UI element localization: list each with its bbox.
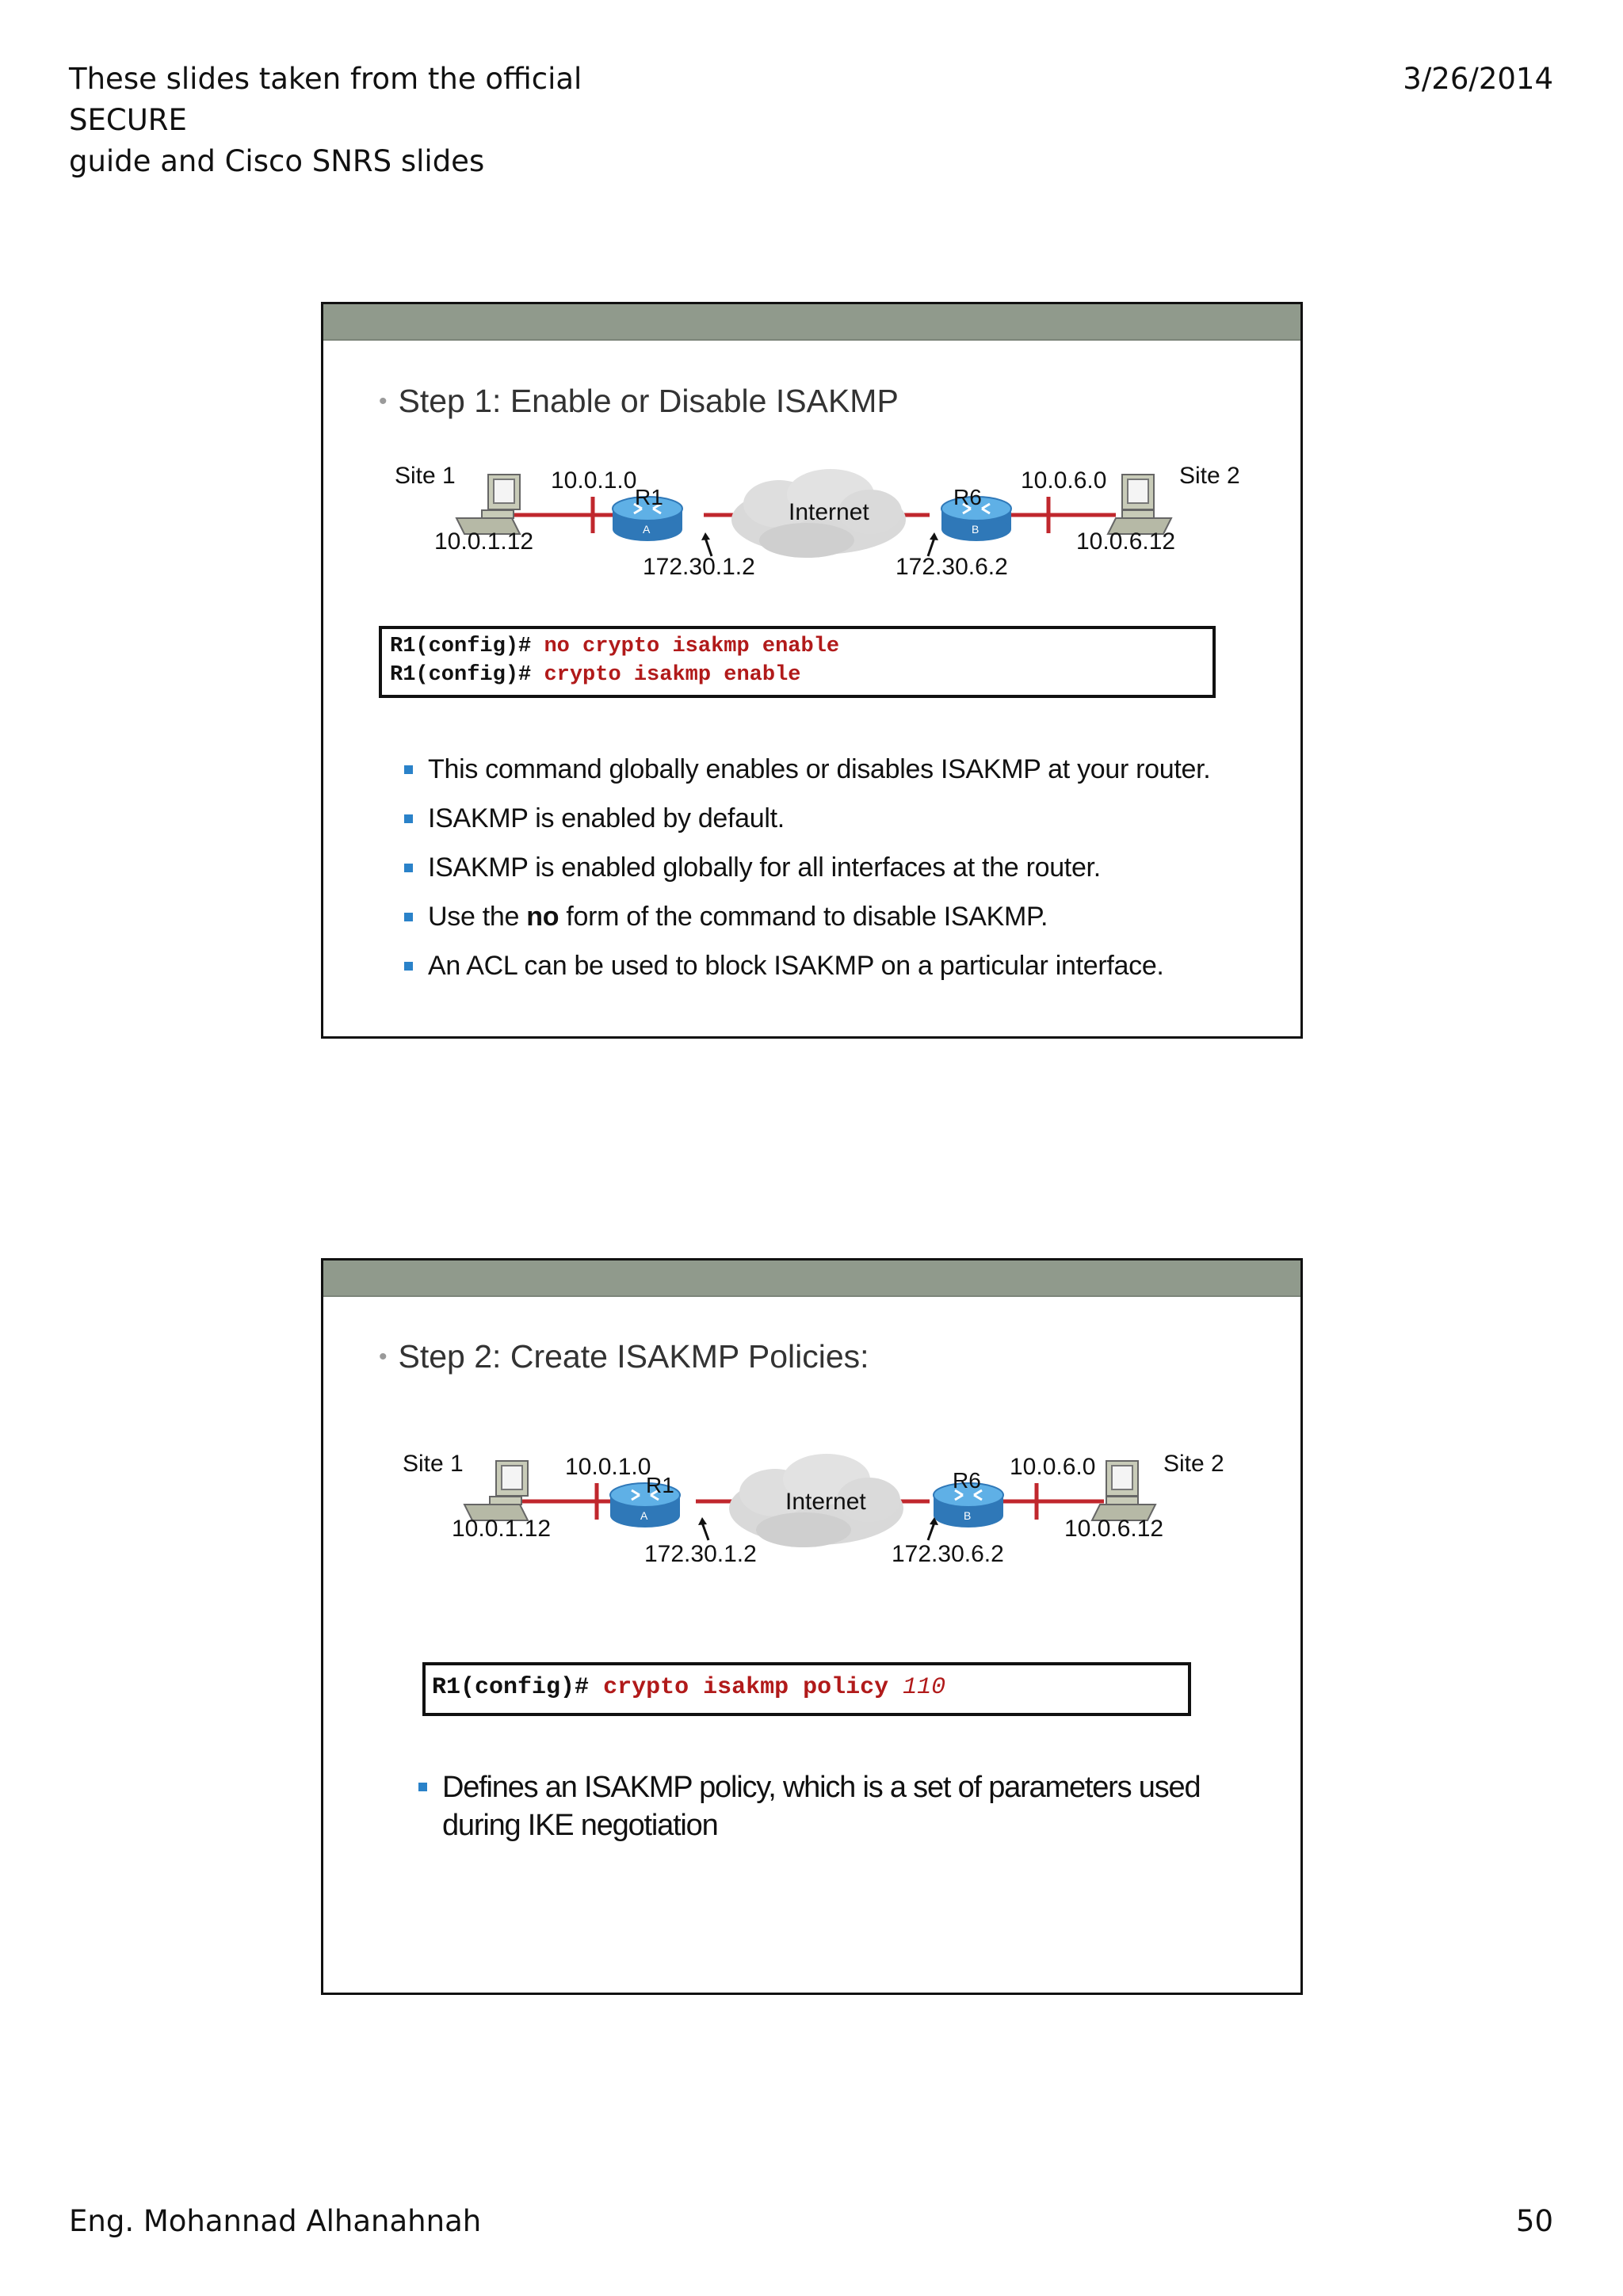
bullet-item: An ACL can be used to block ISAKMP on a particular interface. bbox=[404, 950, 1292, 982]
slide-step1 bbox=[321, 302, 1303, 1039]
slide-title-bar bbox=[323, 304, 1300, 341]
network-diagram bbox=[323, 463, 1300, 613]
arrow-icon bbox=[701, 532, 712, 556]
command-line bbox=[390, 632, 1205, 661]
router1-badge: A bbox=[640, 1509, 648, 1522]
slide-title-bar bbox=[323, 1261, 1300, 1297]
internet-label: Internet bbox=[789, 499, 869, 525]
slide-title-text: Step 1: Enable or Disable ISAKMP bbox=[398, 383, 899, 419]
slide-title bbox=[379, 1338, 869, 1375]
bullet-text-bold: no bbox=[526, 902, 559, 932]
bullet-list bbox=[418, 1768, 1211, 1844]
router6-badge: B bbox=[964, 1509, 972, 1522]
network-diagram bbox=[323, 1449, 1300, 1600]
host6-ip: 10.0.6.12 bbox=[1064, 1516, 1164, 1542]
wan6-ip: 172.30.6.2 bbox=[896, 554, 1008, 580]
cli-argument: 110 bbox=[903, 1674, 946, 1701]
bullet-list bbox=[404, 753, 1292, 999]
internet-label: Internet bbox=[785, 1489, 866, 1515]
command-box bbox=[422, 1662, 1191, 1716]
header-line-1: These slides taken from the official SECURE bbox=[69, 62, 582, 137]
header-line-2: guide and Cisco SNRS slides bbox=[69, 144, 485, 178]
site2-label: Site 2 bbox=[1179, 463, 1240, 489]
network6-label: 10.0.6.0 bbox=[1010, 1454, 1096, 1480]
page-number: 50 bbox=[1515, 2204, 1553, 2238]
bullet-item bbox=[404, 901, 1292, 933]
site1-label: Site 1 bbox=[403, 1451, 464, 1477]
bullet-item: ISAKMP is enabled globally for all interfaces at the router. bbox=[404, 852, 1292, 883]
title-bullet: • bbox=[379, 388, 388, 414]
cli-command: no crypto isakmp enable bbox=[544, 635, 840, 658]
cli-command: crypto isakmp policy bbox=[603, 1674, 889, 1701]
host1-ip: 10.0.1.12 bbox=[434, 528, 534, 555]
host6-ip: 10.0.6.12 bbox=[1076, 528, 1176, 555]
router1-badge: A bbox=[643, 523, 651, 536]
cli-prompt: R1(config)# bbox=[390, 663, 532, 687]
wan1-ip: 172.30.1.2 bbox=[643, 554, 755, 580]
router6-label: R6 bbox=[953, 1468, 981, 1493]
slide-title bbox=[379, 383, 899, 420]
site2-label: Site 2 bbox=[1163, 1451, 1224, 1477]
wan1-ip: 172.30.1.2 bbox=[644, 1541, 757, 1567]
computer-icon bbox=[1108, 475, 1171, 534]
arrow-icon bbox=[928, 532, 938, 556]
arrow-icon bbox=[698, 1517, 708, 1540]
slide-title-text: Step 2: Create ISAKMP Policies: bbox=[398, 1338, 869, 1375]
network1-label: 10.0.1.0 bbox=[565, 1454, 651, 1480]
cli-prompt: R1(config)# bbox=[432, 1674, 590, 1701]
bullet-text-pre: Use the bbox=[428, 902, 527, 932]
wan6-ip: 172.30.6.2 bbox=[892, 1541, 1004, 1567]
arrow-icon bbox=[928, 1517, 938, 1540]
network6-label: 10.0.6.0 bbox=[1021, 467, 1107, 494]
bullet-item: Defines an ISAKMP policy, which is a set of parameters used during IKE negotiation bbox=[418, 1768, 1211, 1844]
header-date: 3/26/2014 bbox=[1403, 62, 1553, 96]
router6-label: R6 bbox=[953, 485, 982, 509]
router1-label: R1 bbox=[635, 485, 663, 509]
title-bullet: • bbox=[379, 1344, 388, 1370]
bullet-item: ISAKMP is enabled by default. bbox=[404, 803, 1292, 834]
router6-badge: B bbox=[972, 523, 980, 536]
host1-ip: 10.0.1.12 bbox=[452, 1516, 552, 1542]
footer-author: Eng. Mohannad Alhanahnah bbox=[69, 2204, 482, 2238]
network1-label: 10.0.1.0 bbox=[551, 467, 637, 494]
page-header-title bbox=[69, 59, 703, 182]
computer-icon bbox=[456, 475, 520, 534]
computer-icon bbox=[1092, 1461, 1155, 1520]
command-box bbox=[379, 626, 1216, 698]
cli-prompt: R1(config)# bbox=[390, 635, 532, 658]
command-line bbox=[390, 661, 1205, 689]
site1-label: Site 1 bbox=[395, 463, 456, 489]
cli-command: crypto isakmp enable bbox=[544, 663, 801, 687]
bullet-item: This command globally enables or disables ISAKMP at your router. bbox=[404, 753, 1292, 785]
router1-label: R1 bbox=[646, 1473, 674, 1497]
bullet-text-post: form of the command to disable ISAKMP. bbox=[559, 902, 1048, 932]
slide-step2 bbox=[321, 1258, 1303, 1995]
computer-icon bbox=[464, 1461, 528, 1520]
